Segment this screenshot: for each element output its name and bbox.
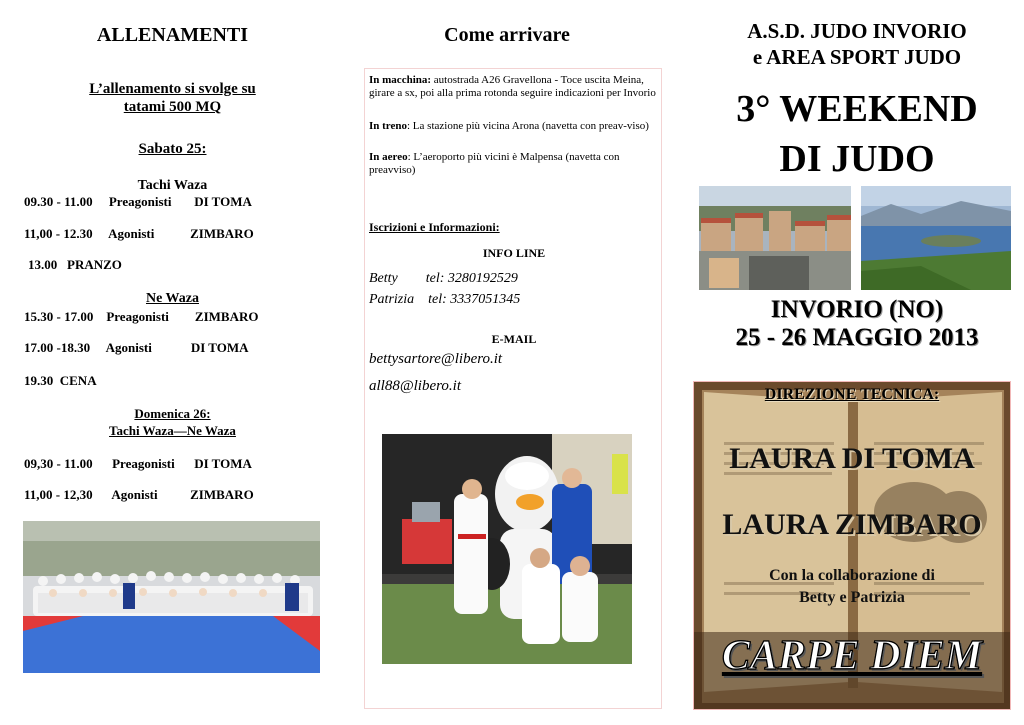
schedule-row: 11,00 - 12.30 Agonisti ZIMBARO [24, 226, 254, 241]
mascot-photo [382, 434, 632, 664]
train-label: In treno [369, 120, 407, 132]
come-arrivare-title: Come arrivare [444, 24, 570, 46]
location-text: INVORIO (NO) [770, 296, 944, 323]
town-photo [699, 186, 851, 290]
group-photo [23, 521, 320, 673]
allenamenti-title: ALLENAMENTI [96, 24, 249, 46]
coach-name-zimbaro: LAURA ZIMBARO [722, 508, 982, 541]
train-text: : La stazione più vicina Arona (navetta con preav-viso) [407, 120, 649, 132]
training-intro [20, 80, 325, 116]
organizer-line-2: e AREA SPORT JUDO [752, 45, 962, 69]
sunday-heading: Domenica 26: [134, 406, 211, 421]
collab-line-2: Betty e Patrizia [799, 589, 905, 606]
email-heading: E-MAIL [491, 332, 537, 346]
contact-patrizia: Patrizia tel: 3337051345 [369, 292, 521, 307]
car-text: autostrada A26 Gravellona - Toce uscita Meina, girare a sx, poi alla prima rotonda seguire indicazioni per Invorio [369, 74, 656, 99]
carpe-diem-motto: CARPE DIEM [721, 633, 983, 679]
technical-direction-label: DIREZIONE TECNICA: [764, 386, 940, 403]
collab-line-1: Con la collaborazione di [769, 567, 935, 584]
contact-betty: Betty tel: 3280192529 [369, 271, 518, 286]
section-tachi-waza: Tachi Waza [137, 178, 208, 193]
schedule-row: 17.00 -18.30 Agonisti DI TOMA [24, 340, 249, 355]
event-dates: 25 - 26 MAGGIO 2013 [735, 324, 979, 351]
plane-label: In aereo [369, 151, 408, 163]
directions-train [369, 120, 659, 133]
section-ne-waza: Ne Waza [145, 291, 199, 306]
lunch-row: 13.00 PRANZO [28, 257, 122, 272]
saturday-heading: Sabato 25: [138, 141, 207, 157]
sunday-section: Tachi Waza—Ne Waza [109, 423, 236, 438]
organizer [692, 18, 1022, 70]
car-label: In macchina: [369, 74, 432, 86]
event-location [692, 296, 1022, 352]
schedule-row: 15.30 - 17.00 Preagonisti ZIMBARO [24, 309, 259, 324]
schedule-row: 09.30 - 11.00 Preagonisti DI TOMA [24, 194, 252, 209]
email-link-betty[interactable]: bettysartore@libero.it [369, 351, 503, 367]
schedule-row: 11,00 - 12,30 Agonisti ZIMBARO [24, 487, 254, 502]
dinner-row: 19.30 CENA [24, 373, 97, 388]
event-title [692, 84, 1022, 184]
organizer-line-1: A.S.D. JUDO INVORIO [747, 19, 967, 43]
collaboration-note [693, 565, 1011, 609]
signup-heading: Iscrizioni e Informazioni: [369, 220, 500, 234]
coach-name-di-toma: LAURA DI TOMA [729, 442, 975, 475]
directions-car [369, 74, 659, 100]
event-title-line-1: 3° WEEKEND [736, 88, 978, 130]
infoline-heading: INFO LINE [482, 246, 546, 260]
event-title-line-2: DI JUDO [779, 138, 935, 180]
intro-line-2: tatami 500 MQ [123, 99, 222, 115]
schedule-row: 09,30 - 11.00 Preagonisti DI TOMA [24, 456, 252, 471]
directions-plane [369, 151, 659, 177]
email-link-all88[interactable]: all88@libero.it [369, 378, 461, 394]
lake-photo [861, 186, 1011, 290]
intro-line-1: L’allenamento si svolge su [89, 81, 256, 97]
plane-text: : L’aeroporto più vicini è Malpensa (navetta con preavviso) [369, 151, 620, 176]
